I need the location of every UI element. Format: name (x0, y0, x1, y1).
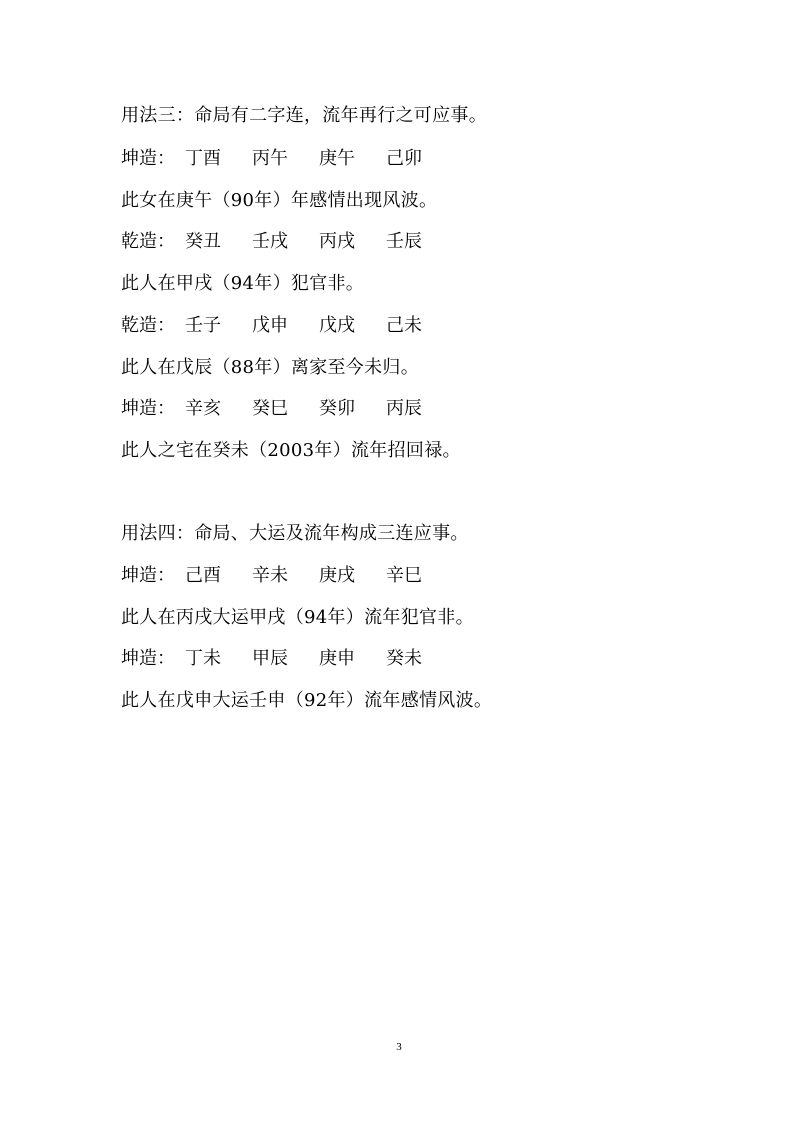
chart-row-6 (121, 647, 453, 671)
hour-pillar: 丙辰 (386, 398, 422, 419)
year-pillar: 己酉 (185, 565, 221, 586)
hour-pillar: 癸未 (386, 648, 422, 669)
chart-row-4 (121, 397, 453, 421)
day-pillar: 庚午 (319, 148, 355, 169)
chart-row-3 (121, 314, 453, 338)
chart-row-5 (121, 564, 453, 588)
day-pillar: 戊戌 (319, 315, 355, 336)
chart-note-4: 此人之宅在癸未（2003年）流年招回禄。 (121, 440, 461, 461)
chart-row-1 (121, 147, 453, 171)
hour-pillar: 己卯 (386, 148, 422, 169)
month-pillar: 甲辰 (252, 648, 288, 669)
chart-note-3: 此人在戊辰（88年）离家至今未归。 (121, 357, 420, 378)
month-pillar: 壬戌 (252, 231, 288, 252)
year-pillar: 壬子 (185, 315, 221, 336)
year-pillar: 辛亥 (185, 398, 221, 419)
year-pillar: 丁未 (185, 648, 221, 669)
hour-pillar: 壬辰 (386, 231, 422, 252)
hour-pillar: 辛巳 (386, 565, 422, 586)
chart-label: 坤造： (121, 398, 175, 419)
year-pillar: 癸丑 (185, 231, 221, 252)
chart-label: 坤造： (121, 565, 175, 586)
month-pillar: 丙午 (252, 148, 288, 169)
year-pillar: 丁酉 (185, 148, 221, 169)
day-pillar: 癸卯 (319, 398, 355, 419)
chart-label: 坤造： (121, 648, 175, 669)
chart-row-2 (121, 230, 453, 254)
section-heading-method-4: 用法四：命局、大运及流年构成三连应事。 (121, 523, 469, 544)
chart-label: 乾造： (121, 315, 175, 336)
month-pillar: 癸巳 (252, 398, 288, 419)
month-pillar: 辛未 (252, 565, 288, 586)
chart-label: 坤造： (121, 148, 175, 169)
day-pillar: 庚申 (319, 648, 355, 669)
hour-pillar: 己未 (386, 315, 422, 336)
chart-note-5: 此人在丙戌大运甲戌（94年）流年犯官非。 (121, 607, 474, 628)
day-pillar: 庚戌 (319, 565, 355, 586)
month-pillar: 戊申 (252, 315, 288, 336)
section-heading-method-3: 用法三：命局有二字连，流年再行之可应事。 (121, 105, 487, 126)
page-number: 3 (396, 1041, 402, 1053)
chart-note-6: 此人在戊申大运壬申（92年）流年感情风波。 (121, 690, 493, 711)
chart-note-2: 此人在甲戌（94年）犯官非。 (121, 273, 365, 294)
chart-label: 乾造： (121, 231, 175, 252)
day-pillar: 丙戌 (319, 231, 355, 252)
chart-note-1: 此女在庚午（90年）年感情出现风波。 (121, 190, 438, 211)
